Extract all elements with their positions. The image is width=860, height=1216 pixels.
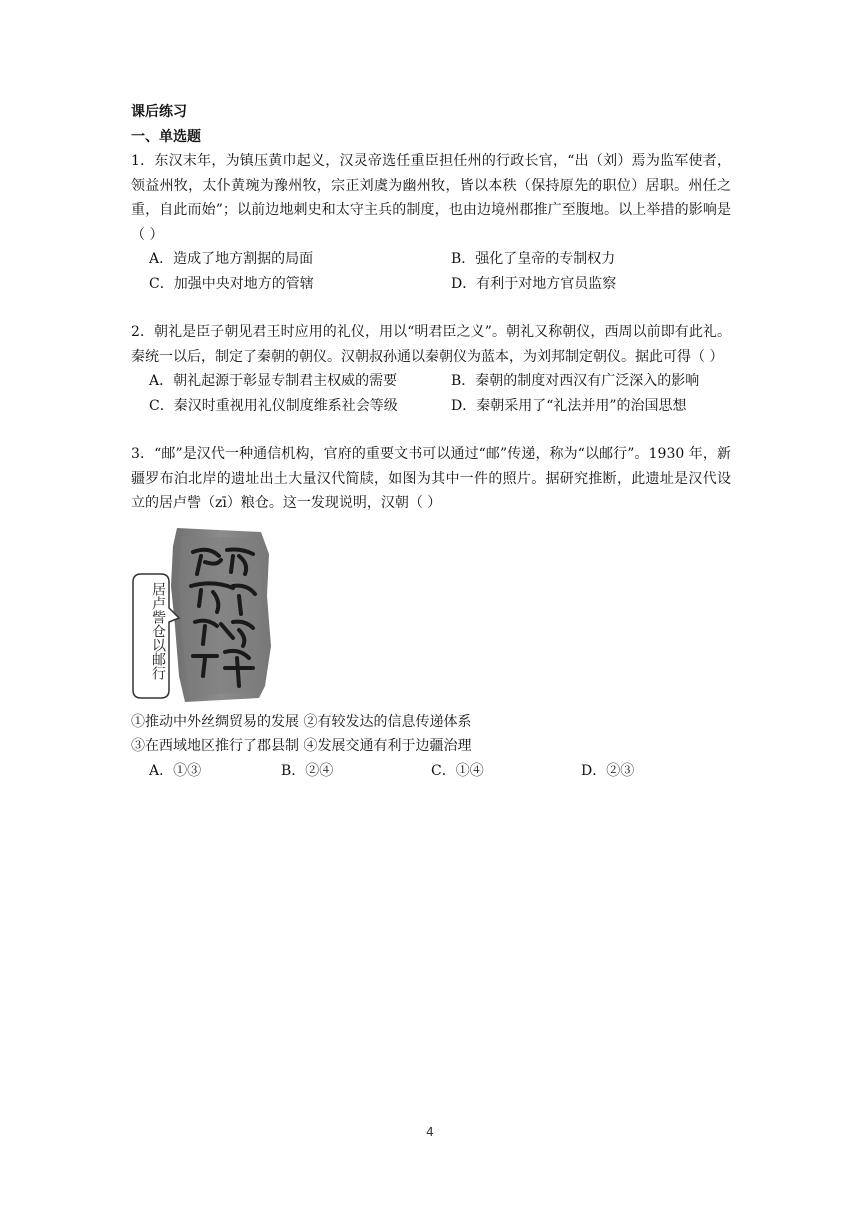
question-3-statements — [131, 710, 731, 759]
section-title: 课后练习 — [131, 104, 187, 120]
question-2-stem: 2．朝礼是臣子朝见君王时应用的礼仪，用以“明君臣之义”。朝礼又称朝仪，西周以前即有此礼。秦统一以后，制定了秦朝的朝仪。汉朝叔孙通以秦朝仪为蓝本，为刘邦制定朝仪。据此可得（ ） — [131, 324, 731, 365]
question-1-option-c[interactable]: C．加强中央对地方的管辖 — [149, 275, 314, 292]
question-1-options — [149, 247, 731, 296]
figure-callout-text: 居卢訾仓以邮行 — [150, 581, 166, 680]
question-3-statement-line-1: ①推动中外丝绸贸易的发展 ②有较发达的信息传递体系 — [131, 713, 472, 730]
bamboo-slip-figure — [121, 526, 321, 706]
subsection-title: 一、单选题 — [131, 128, 201, 145]
question-2-option-a[interactable]: A．朝礼起源于彰显专制君主权威的需要 — [149, 373, 398, 389]
question-3-option-b[interactable]: B．②④ — [281, 762, 334, 779]
question-2-options — [149, 369, 731, 418]
question-1-option-a[interactable]: A．造成了地方割据的局面 — [149, 251, 314, 267]
question-1-option-d[interactable]: D．有利于对地方官员监察 — [451, 275, 617, 292]
exercise-content — [131, 100, 731, 783]
question-3-option-c[interactable]: C．①④ — [431, 762, 484, 779]
question-3-option-a[interactable]: A．①③ — [149, 762, 202, 779]
question-1-option-b[interactable]: B．强化了皇帝的专制权力 — [451, 251, 616, 267]
question-3-option-d[interactable]: D．②③ — [581, 762, 635, 779]
question-2-option-d[interactable]: D．秦朝采用了“礼法并用”的治国思想 — [451, 397, 687, 414]
question-3-options — [149, 759, 731, 784]
question-2-option-b[interactable]: B．秦朝的制度对西汉有广泛深入的影响 — [451, 373, 700, 389]
question-1-stem: 1．东汉末年，为镇压黄巾起义，汉灵帝选任重臣担任州的行政长官，“出（刘）焉为监军使者，领益州牧，太仆黄琬为豫州牧，宗正刘虞为幽州牧，皆以本秩（保持原先的职位）居职。州任之重，自此而始”；以前边地刺史和太守主兵的制度，也由边境州郡推广至腹地。以上举措的影响是（ ） — [131, 153, 731, 243]
question-2-option-c[interactable]: C．秦汉时重视用礼仪制度维系社会等级 — [149, 397, 398, 414]
page-number: 4 — [426, 1125, 434, 1139]
question-3-stem: 3．“邮”是汉代一种通信机构，官府的重要文书可以通过“邮”传递，称为“以邮行”。1930 年，新疆罗布泊北岸的遗址出土大量汉代简牍，如图为其中一件的照片。据研究推断，此遗址是汉代设立的居卢訾（zī）粮仓。这一发现说明，汉朝（ ） — [131, 446, 731, 511]
question-3-statement-line-2: ③在西域地区推行了郡县制 ④发展交通有利于边疆治理 — [131, 738, 472, 754]
